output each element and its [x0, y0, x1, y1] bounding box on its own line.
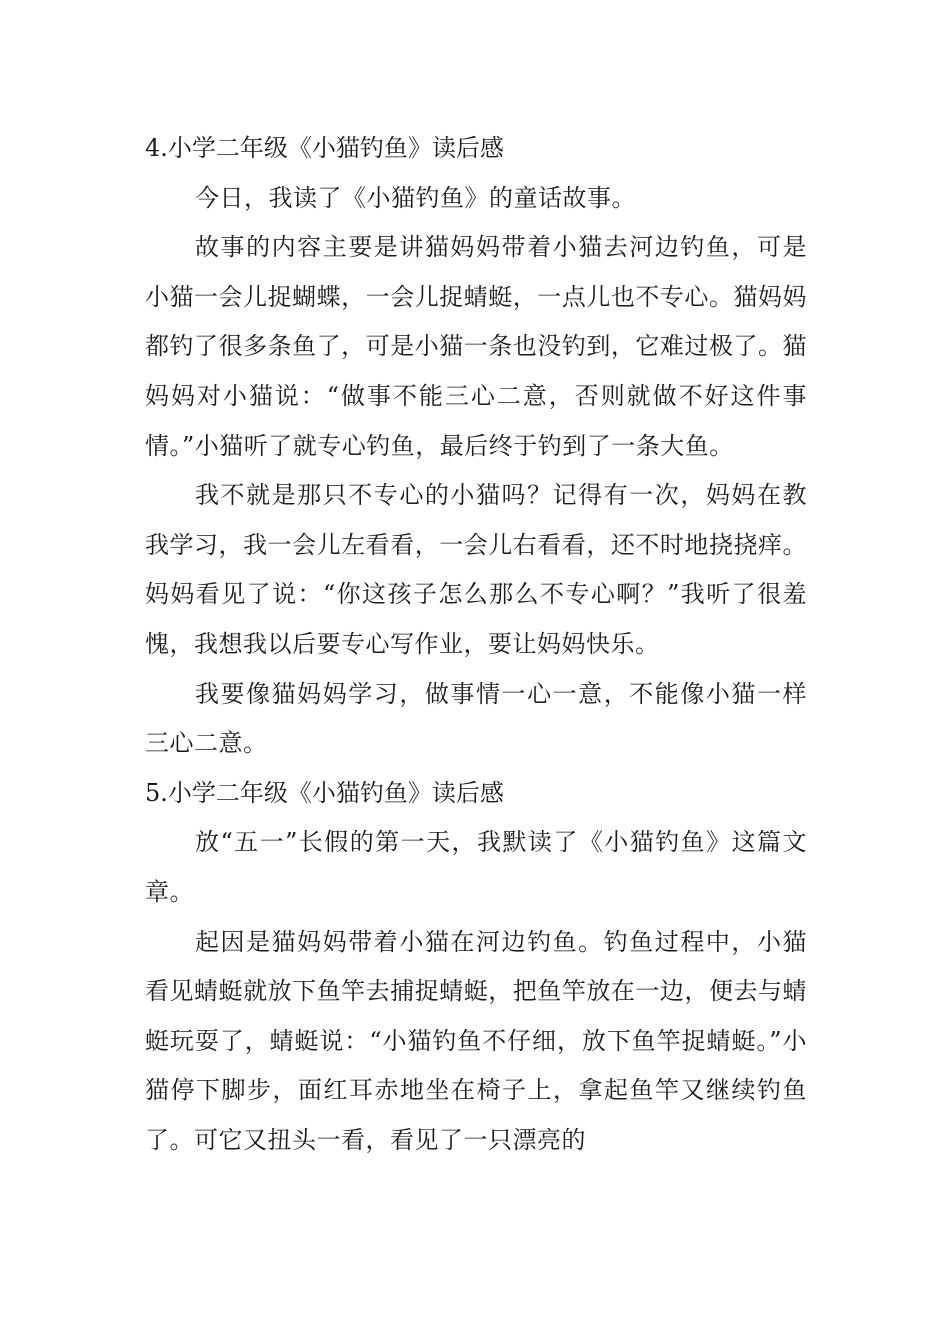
paragraph: 我要像猫妈妈学习，做事情一心一意，不能像小猫一样三心二意。: [145, 679, 807, 758]
document-body: [145, 124, 807, 1165]
paragraph: 今日，我读了《小猫钓鱼》的童话故事。: [195, 183, 636, 212]
paragraph: 故事的内容主要是讲猫妈妈带着小猫去河边钓鱼，可是小猫一会儿捉蝴蝶，一会儿捉蜻蜓，一点儿也不专心。猫妈妈都钓了很多条鱼了，可是小猫一条也没钓到，它难过极了。猫妈妈对小猫说：“做事不能三心二意，否则就做不好这件事情。”小猫听了就专心钓鱼，最后终于钓到了一条大鱼。: [145, 233, 807, 460]
paragraph: 我不就是那只不专心的小猫吗？记得有一次，妈妈在教我学习，我一会儿左看看，一会儿右看看，还不时地挠挠痒。妈妈看见了说：“你这孩子怎么那么不专心啊？”我听了很羞愧，我想我以后要专心写作业，要让妈妈快乐。: [145, 481, 807, 658]
section-heading: 5.小学二年级《小猫钓鱼》读后感: [145, 778, 504, 807]
section-heading: 4.小学二年级《小猫钓鱼》读后感: [145, 134, 504, 162]
paragraph: 放“五一”长假的第一天，我默读了《小猫钓鱼》这篇文章。: [145, 828, 807, 906]
paragraph: 起因是猫妈妈带着小猫在河边钓鱼。钓鱼过程中，小猫看见蜻蜓就放下鱼竿去捕捉蜻蜓，把鱼竿放在一边，便去与蜻蜓玩耍了，蜻蜓说：“小猫钓鱼不仔细，放下鱼竿捉蜻蜓。”小猫停下脚步，面红耳赤地坐在椅子上，拿起鱼竿又继续钓鱼了。可它又扭头一看，看见了一只漂亮的: [145, 927, 807, 1154]
